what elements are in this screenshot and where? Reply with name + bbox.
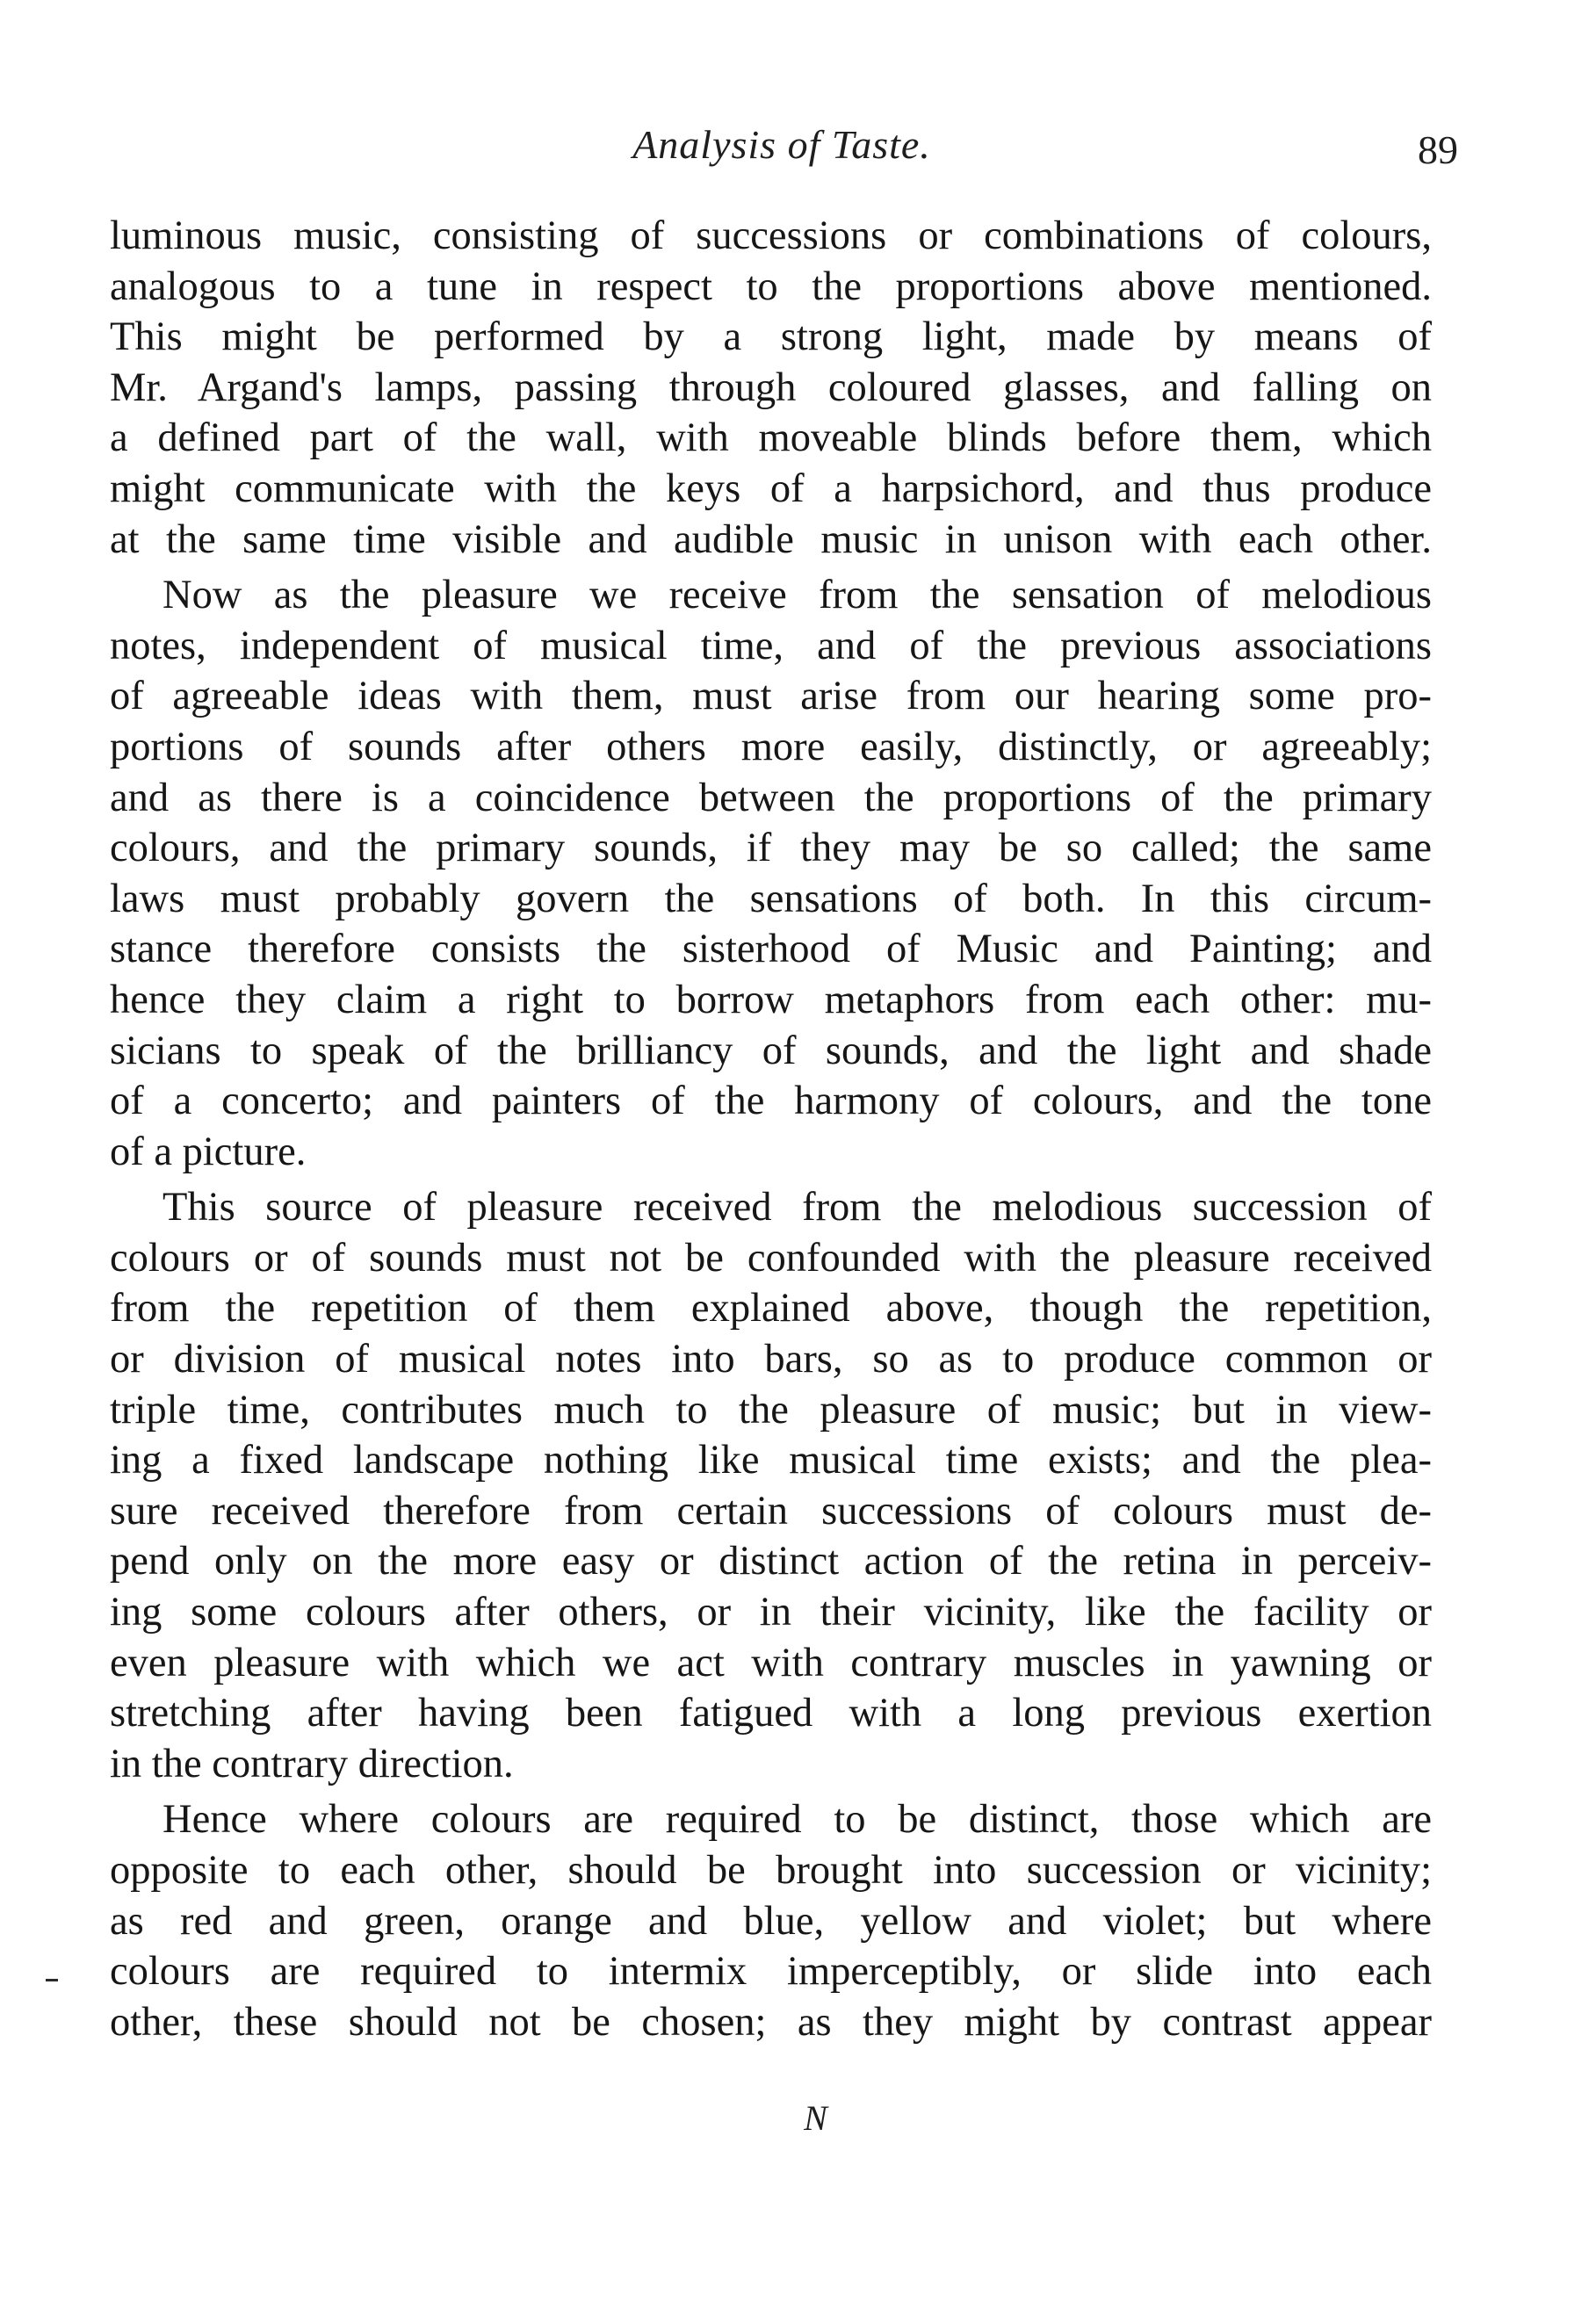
text-line: sicians to speak of the brilliancy of sounds, and the light and shade: [110, 1028, 1432, 1073]
text-line: pend only on the more easy or distinct action of the retina in perceiv-: [110, 1539, 1432, 1584]
text-line: colours are required to intermix imperceptibly, or slide into each: [110, 1949, 1432, 1995]
text-line: luminous music, consisting of successions or combinations of colours,: [110, 213, 1432, 258]
paragraph: [110, 570, 1432, 1177]
text-line: or division of musical notes into bars, so as to produce common or: [110, 1337, 1432, 1382]
text-line: of agreeable ideas with them, must arise from our hearing some pro-: [110, 674, 1432, 719]
text-line: and as there is a coincidence between the proportions of the primary: [110, 775, 1432, 820]
text-line: This might be performed by a strong light, made by means of: [110, 314, 1432, 360]
text-line: might communicate with the keys of a harpsichord, and thus produce: [110, 466, 1432, 511]
text-line: as red and green, orange and blue, yellow and violet; but where: [110, 1898, 1432, 1944]
body-text: [110, 211, 1432, 2053]
text-line: colours or of sounds must not be confounded with the pleasure received: [110, 1235, 1432, 1281]
text-line: hence they claim a right to borrow metaphors from each other: mu-: [110, 977, 1432, 1022]
text-line: portions of sounds after others more easily, distinctly, or agreeably;: [110, 724, 1432, 769]
margin-mark: [46, 1979, 58, 1981]
text-line: from the repetition of them explained above, though the repetition,: [110, 1286, 1432, 1332]
text-line: in the contrary direction.: [110, 1741, 514, 1786]
text-line: stance therefore consists the sisterhood of Music and Painting; and: [110, 927, 1432, 972]
text-line: opposite to each other, should be brought into succession or vicinity;: [110, 1848, 1432, 1893]
text-line: of a concerto; and painters of the harmony of colours, and the tone: [110, 1079, 1432, 1124]
text-line: notes, independent of musical time, and of the previous associations: [110, 623, 1432, 668]
text-line: colours, and the primary sounds, if they may be so called; the same: [110, 826, 1432, 871]
text-line: of a picture.: [110, 1129, 307, 1174]
paragraph: [110, 211, 1432, 565]
running-title: Analysis of Taste.: [632, 122, 931, 167]
text-line: at the same time visible and audible music in unison with each other.: [110, 516, 1432, 562]
text-line: Now as the pleasure we receive from the sensation of melodious: [162, 573, 1432, 618]
text-line: laws must probably govern the sensations of both. In this circum-: [110, 876, 1432, 921]
text-line: triple time, contributes much to the pleasure of music; but in view-: [110, 1387, 1432, 1433]
text-line: This source of pleasure received from the melodious succession of: [162, 1185, 1432, 1231]
text-line: other, these should not be chosen; as they might by contrast appear: [110, 1999, 1432, 2045]
text-line: stretching after having been fatigued with a long previous exertion: [110, 1691, 1432, 1736]
text-line: ing some colours after others, or in their vicinity, like the facility or: [110, 1590, 1432, 1635]
text-line: even pleasure with which we act with contrary muscles in yawning or: [110, 1640, 1432, 1685]
paragraph: [110, 1794, 1432, 2047]
signature-mark: N: [804, 2098, 827, 2138]
text-line: sure received therefore from certain successions of colours must de-: [110, 1488, 1432, 1534]
text-line: Hence where colours are required to be distinct, those which are: [162, 1797, 1432, 1843]
paragraph: [110, 1182, 1432, 1789]
text-line: Mr. Argand's lamps, passing through coloured glasses, and falling on: [110, 364, 1432, 410]
text-line: analogous to a tune in respect to the proportions above mentioned.: [110, 263, 1432, 309]
text-line: ing a fixed landscape nothing like musical time exists; and the plea-: [110, 1438, 1432, 1483]
text-line: a defined part of the wall, with moveable blinds before them, which: [110, 415, 1432, 461]
page-number: 89: [1418, 127, 1458, 172]
running-head: [97, 121, 1467, 174]
